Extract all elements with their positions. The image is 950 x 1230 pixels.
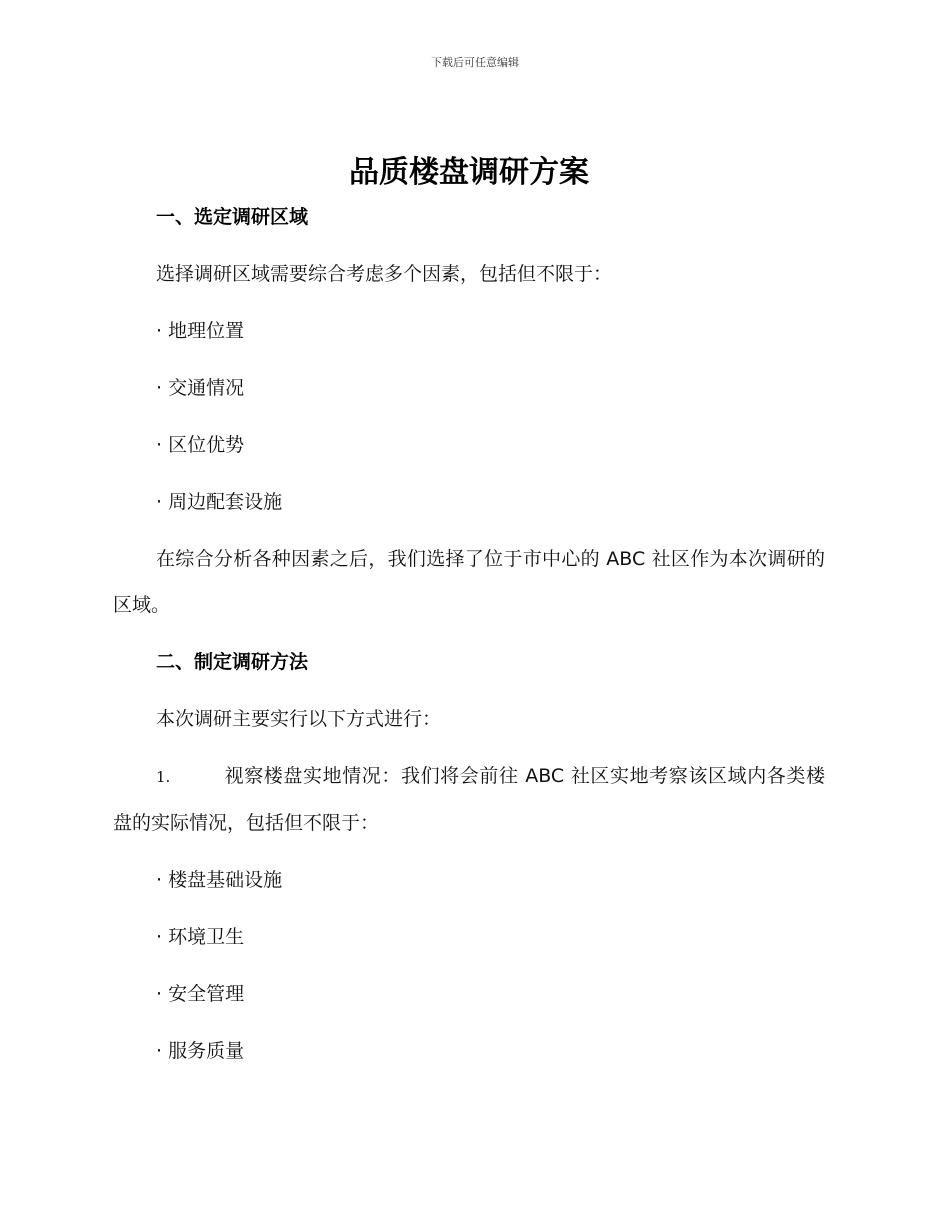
aspect-list [113,857,825,1074]
numbered-step-1 [113,753,825,846]
list-item: · 楼盘基础设施 [156,869,283,891]
list-item: · 环境卫生 [156,926,245,948]
list-item: · 地理位置 [156,320,245,342]
list-item: · 周边配套设施 [156,491,283,513]
section2-intro: 本次调研主要实行以下方式进行： [156,708,442,730]
section-heading-1: 一、选定调研区域 [156,206,309,228]
factor-list [113,308,825,525]
section1-intro: 选择调研区域需要综合考虑多个因素，包括但不限于： [156,263,613,285]
document-title: 品质楼盘调研方案 [349,155,589,190]
header-note: 下载后可任意编辑 [431,56,519,69]
step-text: 视察楼盘实地情况：我们将会前往 ABC 社区实地考察该区域内各类楼盘的实际情况，包括但不限于： [113,765,825,834]
list-item: · 交通情况 [156,377,245,399]
list-item: · 区位优势 [156,434,245,456]
list-item: · 服务质量 [156,1040,245,1062]
section1-conclusion: 在综合分析各种因素之后，我们选择了位于市中心的 ABC 社区作为本次调研的区域。 [113,548,825,616]
step-number: 1. [156,768,171,786]
section-heading-2: 二、制定调研方法 [156,651,309,673]
document-body [113,150,825,1074]
list-item: · 安全管理 [156,983,245,1005]
